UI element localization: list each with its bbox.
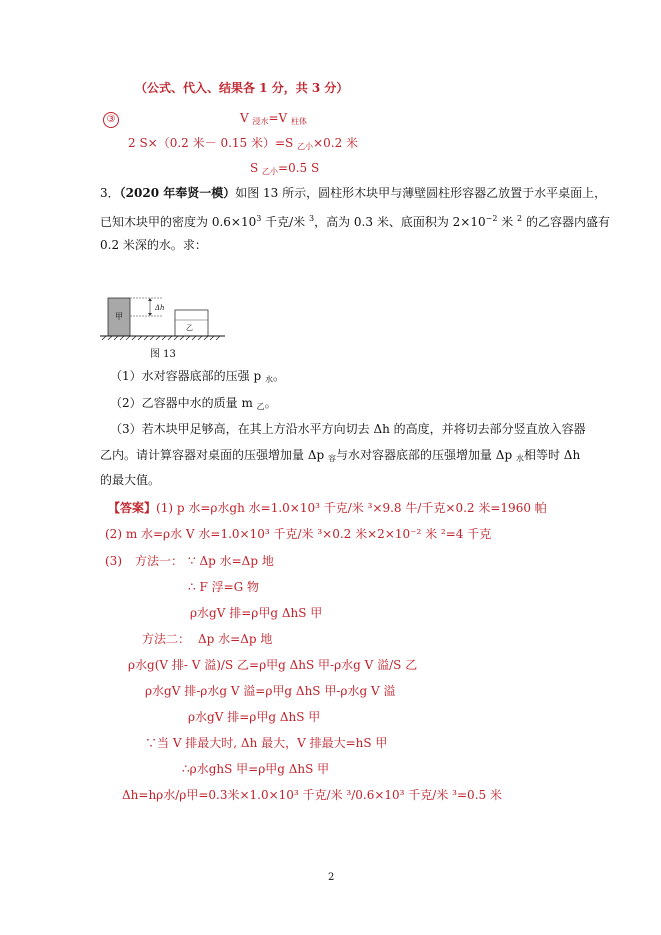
scoring-note: （公式、代入、结果各 1 分，共 3 分） <box>135 81 349 95</box>
problem-line-3: 0.2 米深的水。求： <box>100 238 207 252</box>
question-2: （2）乙容器中水的质量 m $_乙$。 <box>110 396 277 411</box>
method-1-label: 方法一： <box>135 554 184 568</box>
method-2-line-4: ρ水gV 排=ρ甲g ΔhS 甲 <box>188 710 321 724</box>
method-1-line-2: ∴ F 浮=G 物 <box>188 580 260 594</box>
label-yi: 乙 <box>186 324 193 332</box>
method-2-line-1: Δp 水=Δp 地 <box>198 632 273 646</box>
equation-volume: V $_{浸水}$=V $_{柱体}$ <box>240 111 308 126</box>
question-3-line-3: 的最大值。 <box>100 473 161 487</box>
equation-area: 2 S×（0.2 米－ 0.15 米）=S $_{乙小}$×0.2 米 <box>128 136 359 151</box>
page-number: 2 <box>328 872 335 883</box>
problem-line-1: 3．（2020 年奉贤一模）如图 13 所示，圆柱形木块甲与薄壁圆柱形容器乙放置于水平桌面上， <box>100 186 607 200</box>
answer-3-number: (3) <box>105 554 122 568</box>
method-2-line-2: ρ水g(V 排- V 溢)/S 乙=ρ甲g ΔhS 甲-ρ水g V 溢/S 乙 <box>128 658 418 672</box>
method-2-line-6: ∴ρ水ghS 甲=ρ甲g ΔhS 甲 <box>182 762 330 776</box>
method-2-line-3: ρ水gV 排-ρ水g V 溢=ρ甲g ΔhS 甲-ρ水g V 溢 <box>145 684 396 698</box>
method-2-label: 方法二： <box>142 632 191 646</box>
equation-result: S $_{乙小}$=0.5 S <box>250 161 320 176</box>
answer-label: 【答案】 <box>108 501 157 515</box>
method-1-line-3: ρ水gV 排=ρ甲g ΔhS 甲 <box>190 606 323 620</box>
label-jia: 甲 <box>115 312 123 321</box>
problem-line-2: 已知木块甲的密度为 $0.6\times 10^3$ 千克/米 $^3$，高为 0.3 米、底面积为 $2\times 10^{-2}$ 米 $^2$ 的乙容器内盛有 <box>100 214 610 229</box>
answer-1: 【答案】(1) p 水=ρ水gh 水=1.0×10³ 千克/米 ³×9.8 牛/千克×0.2 米=1960 帕 <box>108 501 547 515</box>
question-1: （1）水对容器底部的压强 p $_水$。 <box>110 369 285 384</box>
method-1-line-1: ∵ Δp 水=Δp 地 <box>188 554 274 568</box>
answer-2: (2) m 水=ρ水 V 水=1.0×10³ 千克/米 ³×0.2 米×2×10⁻² 米 ²=4 千克 <box>105 527 492 541</box>
part-marker: ③ <box>103 110 119 128</box>
figure-caption: 图 13 <box>150 349 176 360</box>
question-3-line-1: （3）若木块甲足够高，在其上方沿水平方向切去 Δh 的高度，并将切去部分竖直放入容器 <box>110 422 586 436</box>
label-dh: Δh <box>155 304 165 312</box>
method-2-line-5: ∵当 V 排最大时, Δh 最大，V 排最大=hS 甲 <box>145 736 388 750</box>
method-2-line-7: Δh=hρ水/ρ甲=0.3米×1.0×10³ 千克/米 ³/0.6×10³ 千克/米 ³=0.5 米 <box>122 788 502 802</box>
question-3-line-2: 乙内。请计算容器对桌面的压强增加量 Δp $_容$与水对容器底部的压强增加量 Δp $_水$相等时 Δh <box>100 448 581 463</box>
container-yi <box>175 310 208 336</box>
